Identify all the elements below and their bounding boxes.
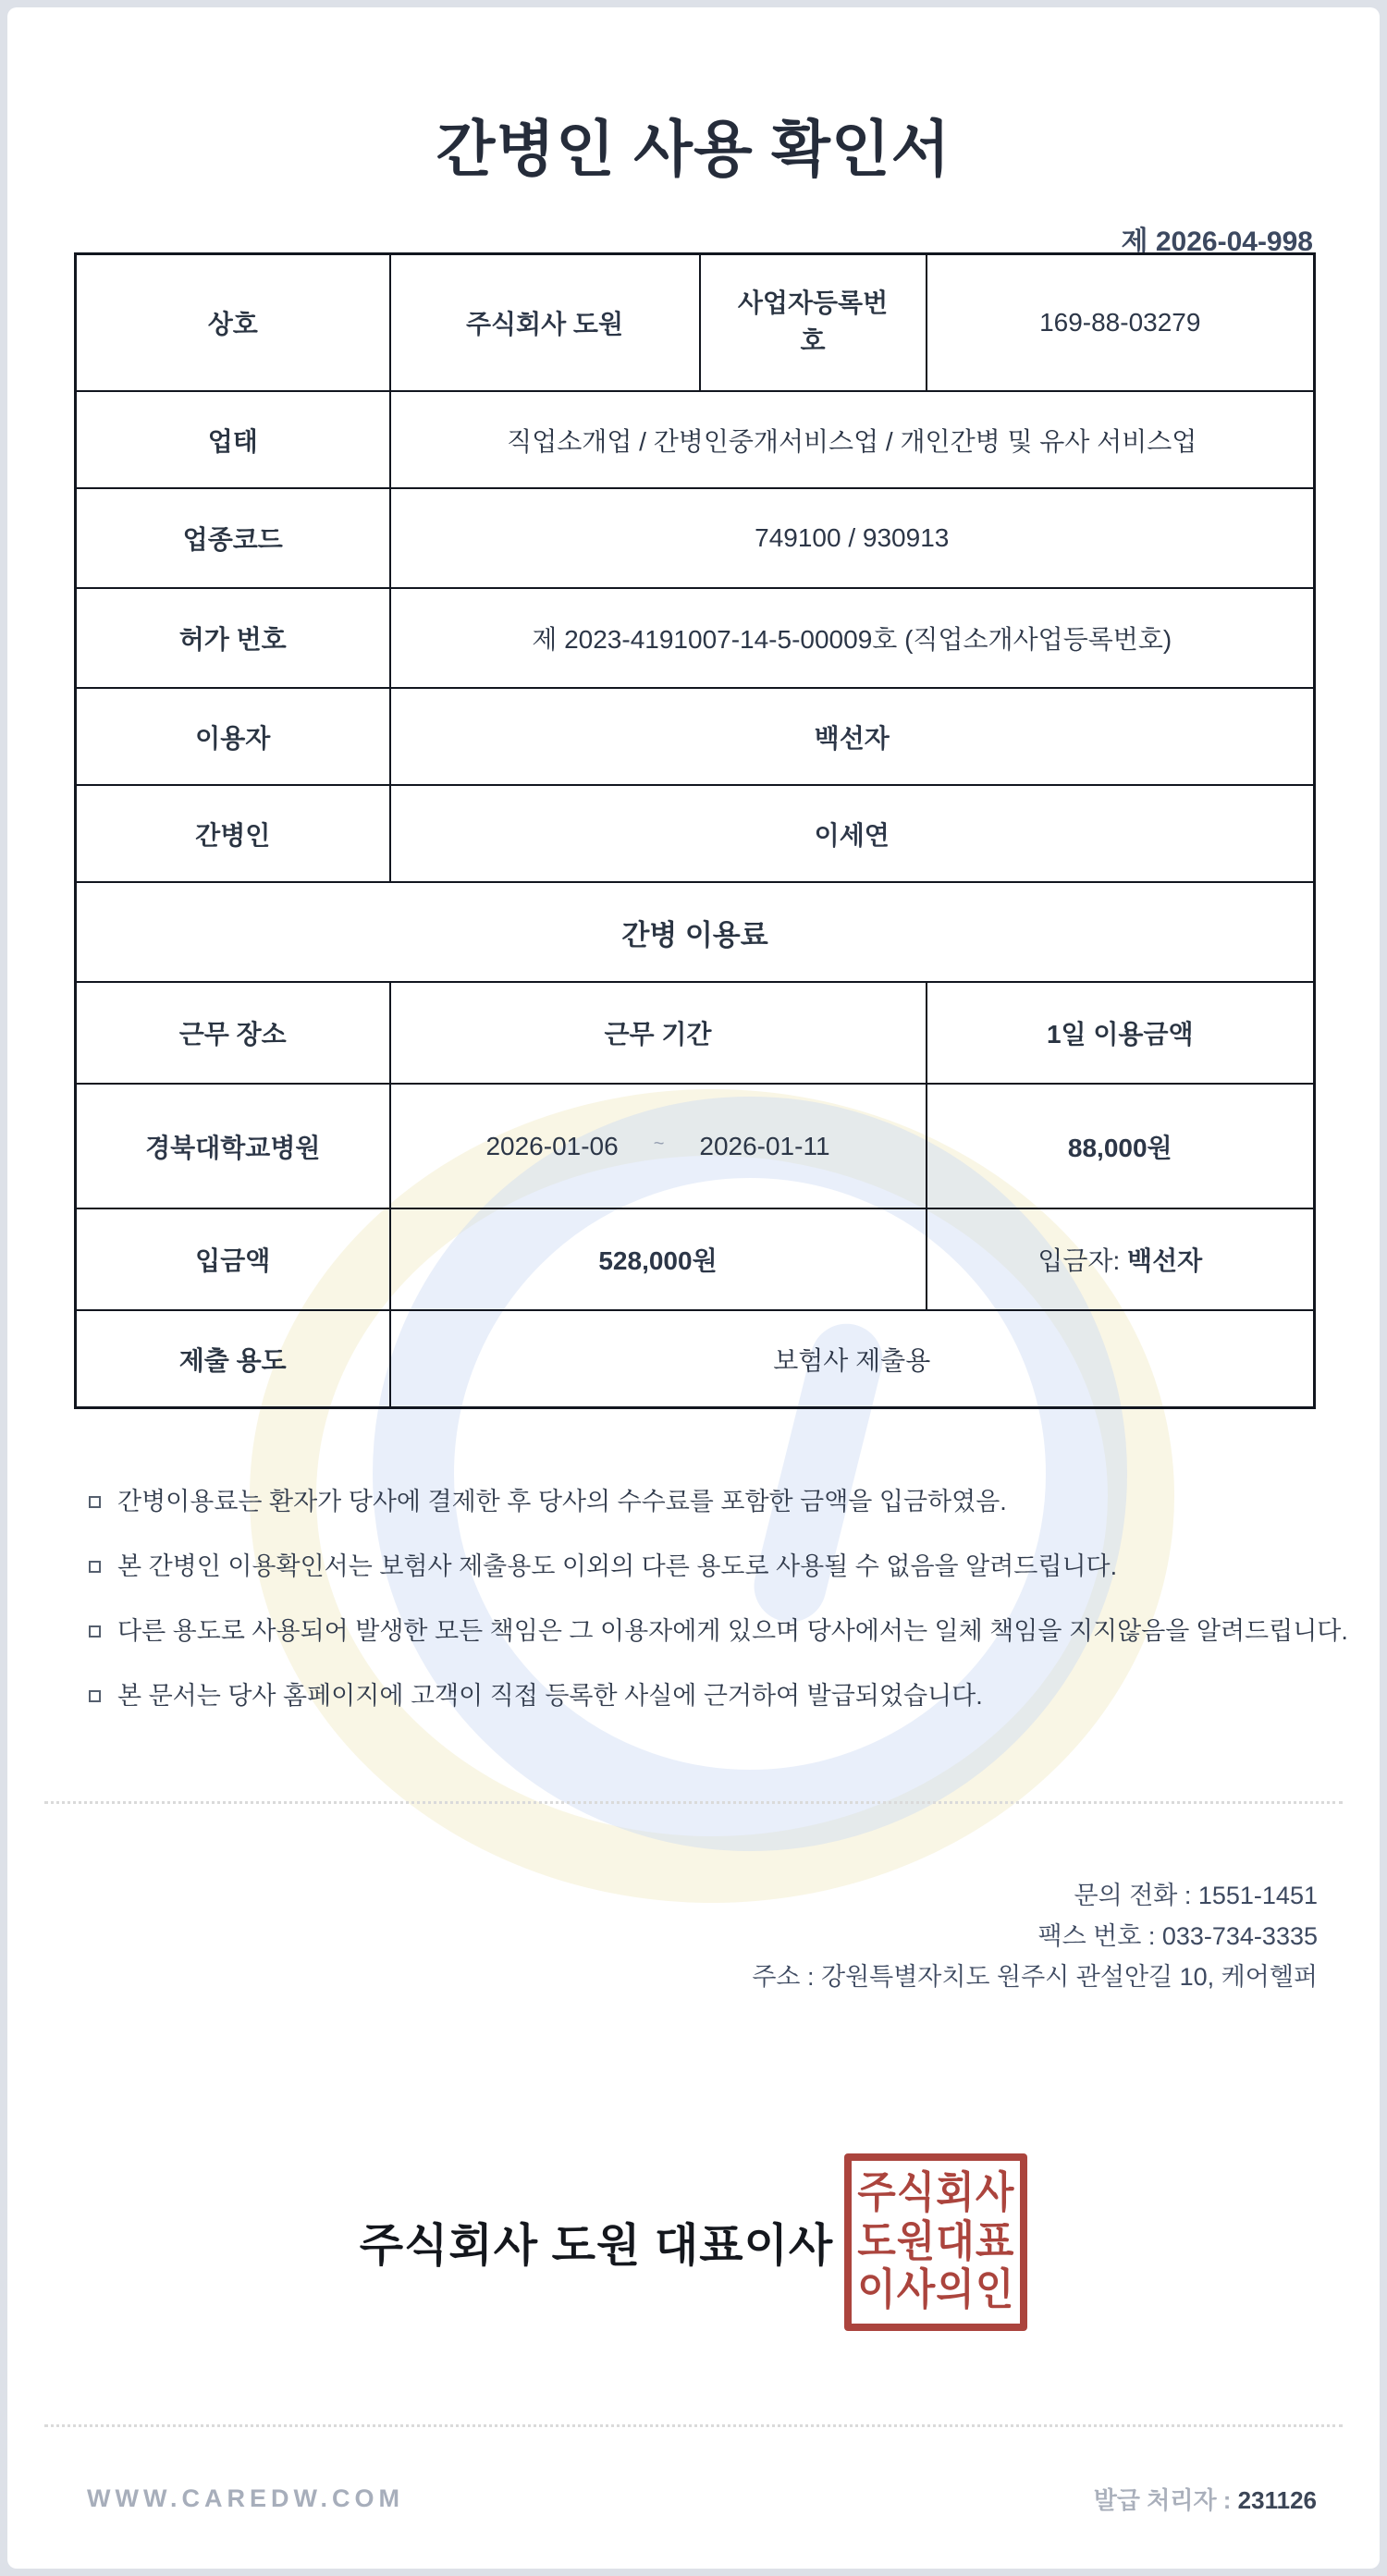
caregiver-value: 이세연 bbox=[390, 785, 1315, 882]
page-title: 간병인 사용 확인서 bbox=[436, 115, 951, 183]
company-value: 주식회사 도원 bbox=[390, 254, 700, 392]
tilde-separator: ~ bbox=[653, 1134, 665, 1154]
note-item bbox=[89, 1552, 1356, 1581]
contact-address: 주소 : 강원특별자치도 원주시 관설안길 10, 케어헬퍼 bbox=[752, 1963, 1318, 1991]
period-value bbox=[390, 1084, 927, 1208]
table-row-fee-section bbox=[76, 882, 1315, 982]
contact-block bbox=[752, 1875, 1318, 1997]
biz-reg-label bbox=[700, 254, 927, 392]
square-bullet-icon bbox=[89, 1625, 101, 1638]
business-type-label: 업태 bbox=[76, 391, 390, 488]
deposit-label: 입금액 bbox=[76, 1208, 390, 1310]
table-row-license bbox=[76, 588, 1315, 688]
stamp-line: 주식회사 bbox=[857, 2169, 1015, 2218]
issuer-info bbox=[1094, 2482, 1317, 2516]
biz-reg-label-text: 사업자등록번호 bbox=[737, 288, 889, 355]
square-bullet-icon bbox=[89, 1690, 101, 1702]
note-item bbox=[89, 1616, 1356, 1646]
period-end: 2026-01-11 bbox=[699, 1131, 830, 1160]
place-header: 근무 장소 bbox=[76, 982, 390, 1084]
dotted-divider-top bbox=[44, 1801, 1343, 1804]
period-start: 2026-01-06 bbox=[485, 1131, 619, 1160]
note-text: 간병이용료는 환자가 당사에 결제한 후 당사의 수수료를 포함한 금액을 입금하였음. bbox=[117, 1488, 1007, 1515]
contact-phone: 문의 전화 : 1551-1451 bbox=[1074, 1882, 1318, 1909]
square-bullet-icon bbox=[89, 1561, 101, 1573]
caregiver-label: 간병인 bbox=[76, 785, 390, 882]
note-text: 본 문서는 당사 홈페이지에 고객이 직접 등록한 사실에 근거하여 발급되었습니다. bbox=[117, 1682, 983, 1710]
note-text: 본 간병인 이용확인서는 보험사 제출용도 이외의 다른 용도로 사용될 수 없음을 알려드립니다. bbox=[117, 1552, 1118, 1580]
table-row-industry-code bbox=[76, 488, 1315, 588]
stamp-line: 이사의인 bbox=[857, 2266, 1015, 2315]
note-text: 다른 용도로 사용되어 발생한 모든 책임은 그 이용자에게 있으며 당사에서는 일체 책임을 지지않음을 알려드립니다. bbox=[117, 1617, 1348, 1645]
daily-amount-header: 1일 이용금액 bbox=[927, 982, 1315, 1084]
industry-code-label: 업종코드 bbox=[76, 488, 390, 588]
depositor-value: 백선자 bbox=[1127, 1246, 1203, 1275]
website-url: WWW.CAREDW.COM bbox=[87, 2484, 404, 2512]
place-value: 경북대학교병원 bbox=[76, 1084, 390, 1208]
table-row-fee-header bbox=[76, 982, 1315, 1084]
fee-section-title: 간병 이용료 bbox=[76, 882, 1315, 982]
table-row-fee-data bbox=[76, 1084, 1315, 1208]
deposit-value: 528,000원 bbox=[390, 1208, 927, 1310]
table-row-caregiver bbox=[76, 785, 1315, 882]
biz-reg-value: 169-88-03279 bbox=[927, 254, 1315, 392]
purpose-label: 제출 용도 bbox=[76, 1310, 390, 1408]
user-value: 백선자 bbox=[390, 688, 1315, 785]
confirmation-table bbox=[74, 252, 1316, 1409]
table-row-deposit bbox=[76, 1208, 1315, 1310]
table-row-user bbox=[76, 688, 1315, 785]
business-type-value: 직업소개업 / 간병인중개서비스업 / 개인간병 및 유사 서비스업 bbox=[390, 391, 1315, 488]
industry-code-value: 749100 / 930913 bbox=[390, 488, 1315, 588]
depositor-label: 입금자: bbox=[1037, 1246, 1121, 1275]
issuer-value: 231126 bbox=[1237, 2486, 1317, 2514]
period-range bbox=[391, 1132, 926, 1161]
notes-list bbox=[89, 1487, 1356, 1746]
stamp-line: 도원대표 bbox=[857, 2217, 1015, 2266]
dotted-divider-bottom bbox=[44, 2424, 1343, 2427]
depositor-cell bbox=[927, 1208, 1315, 1310]
period-header: 근무 기간 bbox=[390, 982, 927, 1084]
table-row-company bbox=[76, 254, 1315, 392]
issuer-label: 발급 처리자 : bbox=[1093, 2486, 1232, 2514]
document-card bbox=[7, 7, 1380, 2569]
daily-amount-value: 88,000원 bbox=[927, 1084, 1315, 1208]
table-row-purpose bbox=[76, 1310, 1315, 1408]
document-number: 제 2026-04-998 bbox=[1121, 227, 1313, 257]
user-label: 이용자 bbox=[76, 688, 390, 785]
contact-fax: 팩스 번호 : 033-734-3335 bbox=[1037, 1922, 1318, 1950]
note-item bbox=[89, 1487, 1356, 1516]
company-label: 상호 bbox=[76, 254, 390, 392]
purpose-value: 보험사 제출용 bbox=[390, 1310, 1315, 1408]
footer bbox=[87, 2482, 1317, 2516]
corporate-seal-stamp bbox=[844, 2153, 1027, 2331]
license-value: 제 2023-4191007-14-5-00009호 (직업소개사업등록번호) bbox=[390, 588, 1315, 688]
square-bullet-icon bbox=[89, 1496, 101, 1508]
company-signature-title: 주식회사 도원 대표이사 bbox=[359, 2221, 834, 2271]
signature-row bbox=[7, 2147, 1380, 2337]
license-label: 허가 번호 bbox=[76, 588, 390, 688]
table-row-business-type bbox=[76, 391, 1315, 488]
note-item bbox=[89, 1681, 1356, 1711]
